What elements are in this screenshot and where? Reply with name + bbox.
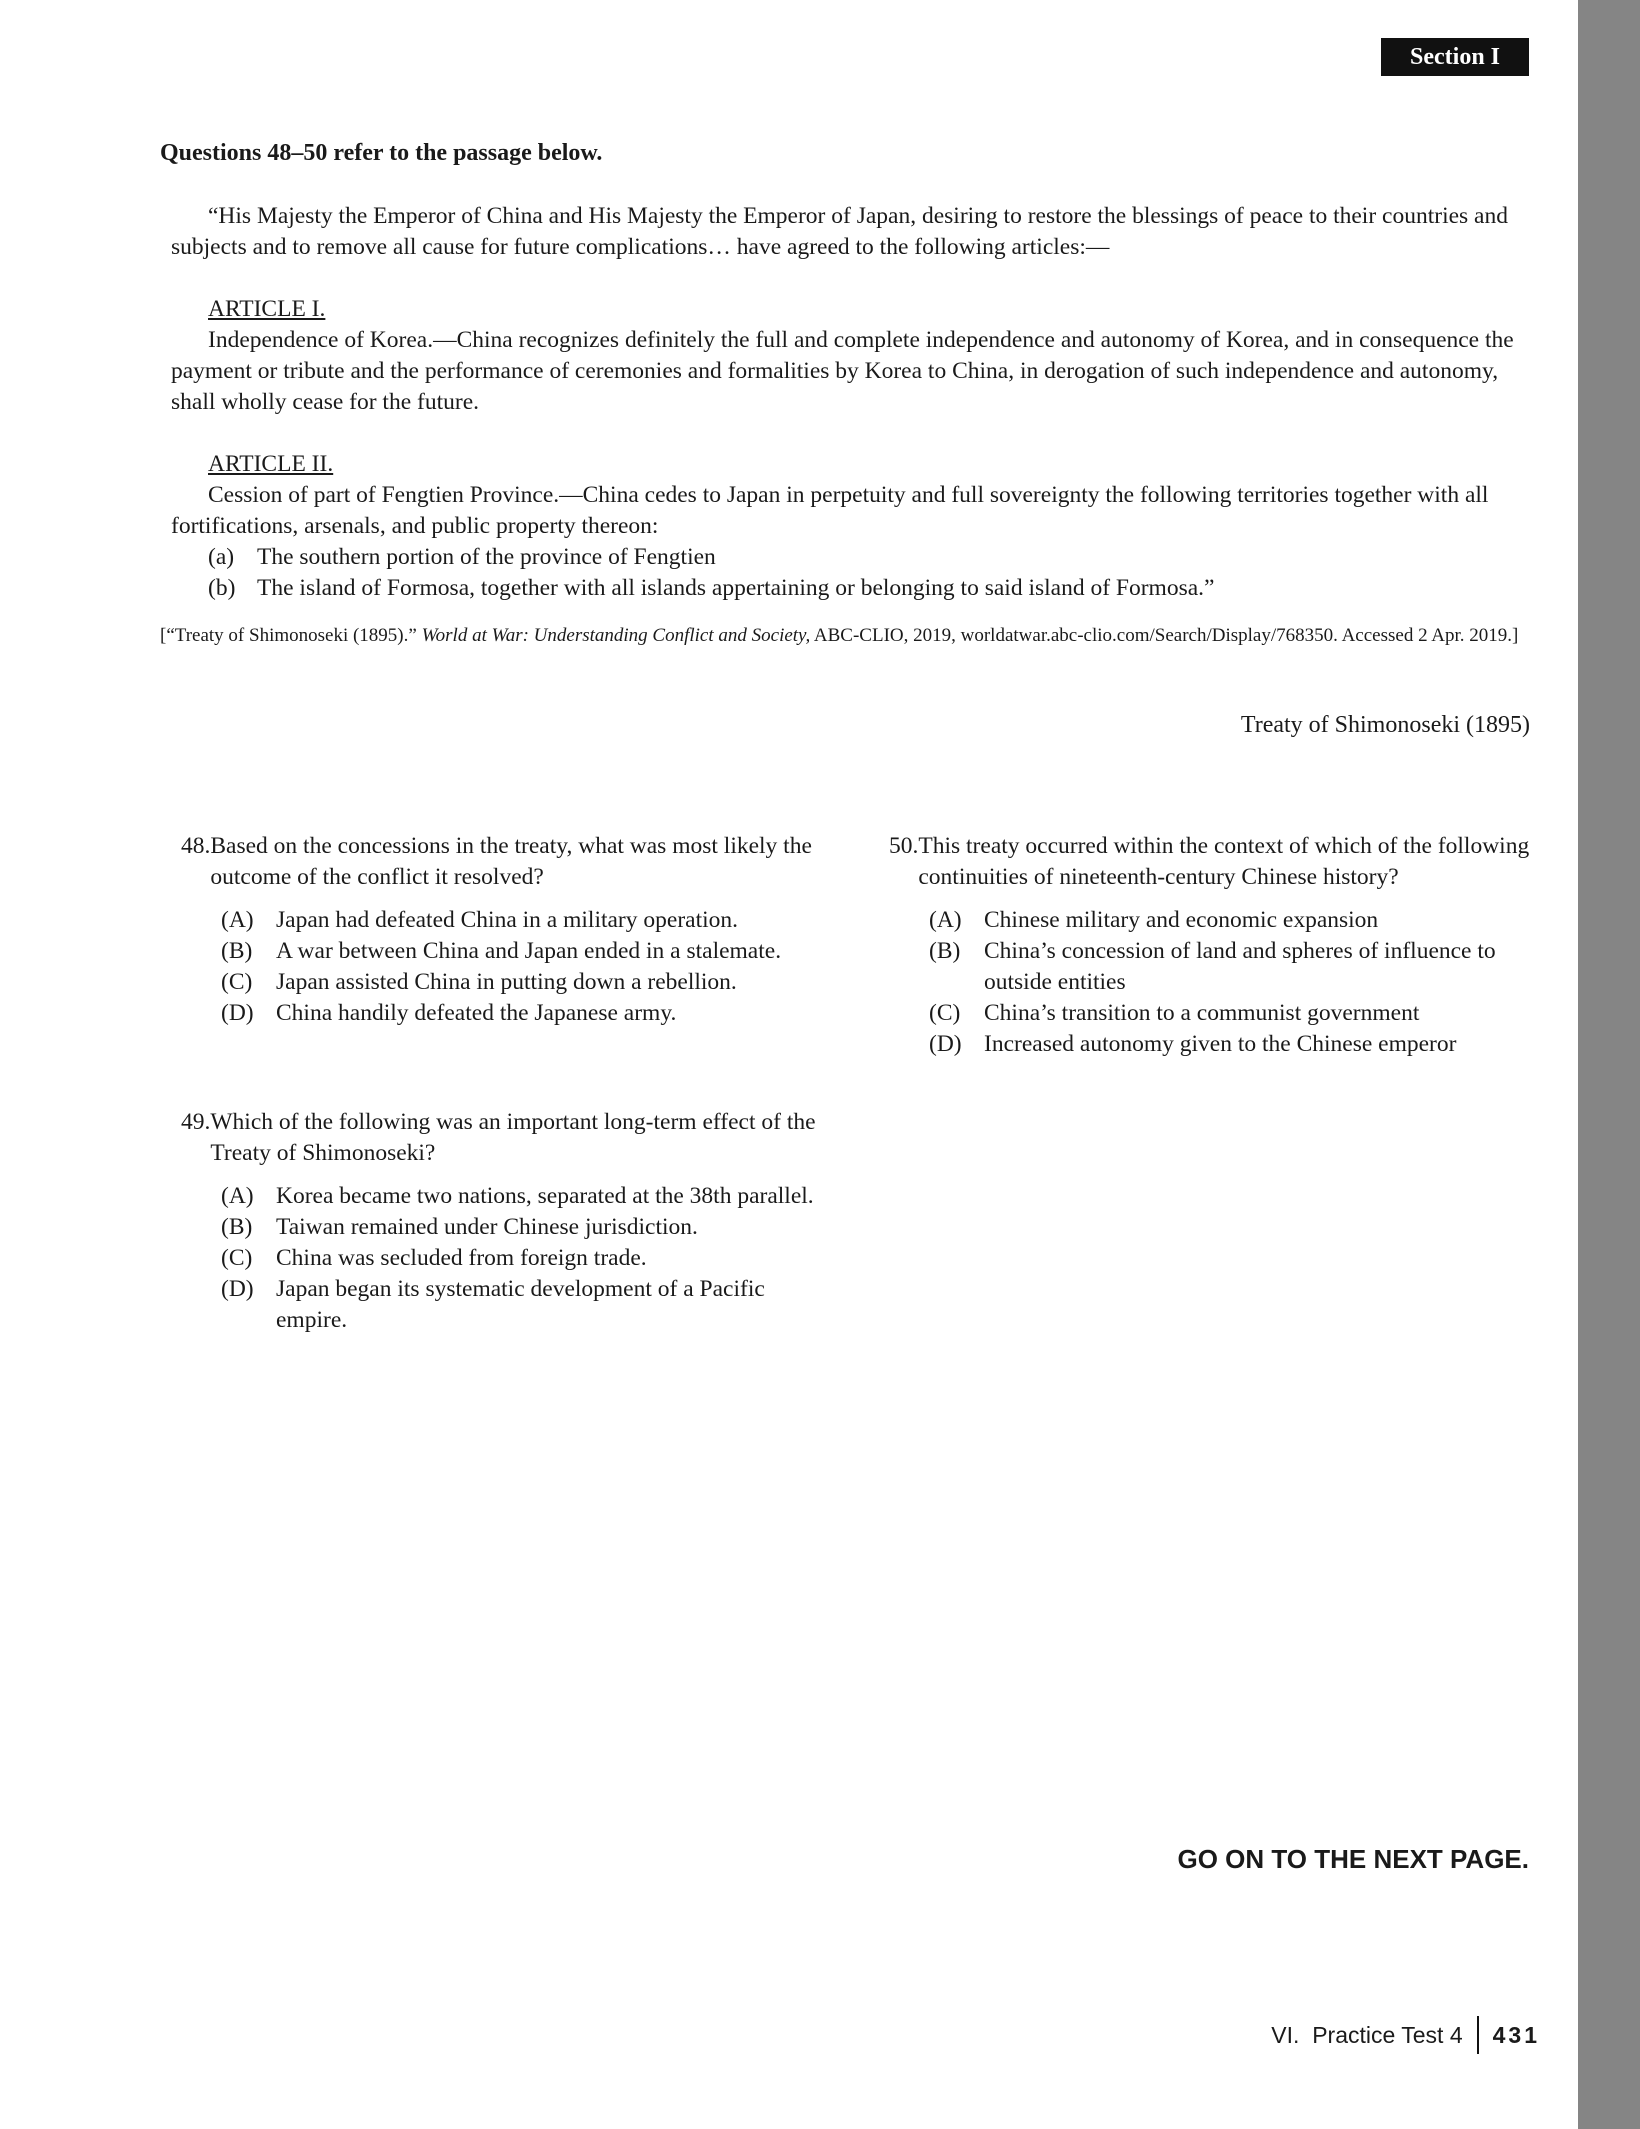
question-stem <box>181 831 821 893</box>
passage-title: Treaty of Shimonoseki (1895) <box>1240 712 1530 738</box>
choice-text: China’s transition to a communist government <box>984 1000 1420 1026</box>
question-number: 49. <box>181 1109 211 1135</box>
questions-intro: Questions 48–50 refer to the passage below. <box>160 140 603 166</box>
answer-choice[interactable] <box>929 998 1539 1029</box>
choice-text: Japan had defeated China in a military operation. <box>276 907 739 933</box>
question-49 <box>181 1107 821 1336</box>
choice-letter: (D) <box>221 1276 254 1302</box>
answer-choice[interactable] <box>221 1243 821 1274</box>
choice-letter: (C) <box>221 969 253 995</box>
choice-letter: (A) <box>221 1183 254 1209</box>
question-stem <box>889 831 1539 893</box>
choice-letter: (D) <box>221 1000 254 1026</box>
item-label: (a) <box>208 544 235 570</box>
question-text: Based on the concessions in the treaty, what was most likely the outcome of the conflict it resolved? <box>210 833 812 890</box>
citation-post: ABC-CLIO, 2019, worldatwar.abc-clio.com/Search/Display/768350. Accessed 2 Apr. 2019.] <box>810 625 1519 646</box>
question-number: 48. <box>181 833 211 859</box>
item-label: (b) <box>208 575 236 601</box>
item-text: The island of Formosa, together with all islands appertaining or belonging to said island of Formosa.” <box>257 575 1215 601</box>
question-50 <box>889 831 1539 1060</box>
answer-choice[interactable] <box>221 1212 821 1243</box>
article-2-text: Cession of part of Fengtien Province.—China cedes to Japan in perpetuity and full sovereignty the following territories together with all fortifications, arsenals, and public property thereon: <box>171 482 1489 539</box>
choice-letter: (B) <box>221 938 253 964</box>
choice-text: Japan assisted China in putting down a rebellion. <box>276 969 737 995</box>
citation <box>160 620 1530 651</box>
choice-text: Taiwan remained under Chinese jurisdiction. <box>276 1214 698 1240</box>
choice-text: China handily defeated the Japanese army. <box>276 1000 677 1026</box>
choice-letter: (C) <box>221 1245 253 1271</box>
choice-letter: (B) <box>929 938 961 964</box>
citation-source: World at War: Understanding Conflict and Society, <box>421 625 811 646</box>
answer-choice[interactable] <box>221 998 821 1029</box>
choice-text: China was secluded from foreign trade. <box>276 1245 647 1271</box>
answer-choice[interactable] <box>221 1274 821 1336</box>
answer-choice[interactable] <box>221 967 821 998</box>
article-1-title: ARTICLE I. <box>208 296 326 322</box>
page-footer <box>1271 2016 1540 2054</box>
go-on-notice: GO ON TO THE NEXT PAGE. <box>1177 1844 1529 1874</box>
answer-choice[interactable] <box>221 936 821 967</box>
answer-choice[interactable] <box>929 905 1539 936</box>
item-text: The southern portion of the province of Fengtien <box>257 544 716 570</box>
choice-letter: (A) <box>221 907 254 933</box>
page-number: 431 <box>1492 2021 1540 2048</box>
choice-letter: (D) <box>929 1031 962 1057</box>
answer-choice[interactable] <box>221 1181 821 1212</box>
territory-item <box>208 573 1531 604</box>
article-1-text: Independence of Korea.—China recognizes definitely the full and complete independence and autonomy of Korea, and in consequence the payment or tribute and the performance of ceremonies and formalities by Korea to China, in derogation of such independence and autonomy, shall wholly cease for the future. <box>171 327 1514 415</box>
question-stem <box>181 1107 821 1169</box>
choice-text: Korea became two nations, separated at the 38th parallel. <box>276 1183 814 1209</box>
question-text: Which of the following was an important long-term effect of the Treaty of Shimonoseki? <box>210 1109 816 1166</box>
question-text: This treaty occurred within the context of which of the following continuities of nineteenth-century Chinese history? <box>918 833 1530 890</box>
footer-divider <box>1477 2016 1479 2054</box>
passage-opening: “His Majesty the Emperor of China and His Majesty the Emperor of Japan, desiring to restore the blessings of peace to their countries and subjects and to remove all cause for future complications… have agreed to the following articles:— <box>171 203 1508 260</box>
answer-choice[interactable] <box>929 1029 1539 1060</box>
choice-text: A war between China and Japan ended in a stalemate. <box>276 938 782 964</box>
page-edge-tab <box>1578 0 1640 2129</box>
question-number: 50. <box>889 833 919 859</box>
answer-choice[interactable] <box>221 905 821 936</box>
passage <box>171 201 1531 604</box>
choice-letter: (A) <box>929 907 962 933</box>
choice-text: Increased autonomy given to the Chinese emperor <box>984 1031 1457 1057</box>
choice-text: Japan began its systematic development of a Pacific empire. <box>276 1276 765 1333</box>
question-48 <box>181 831 821 1029</box>
choice-letter: (B) <box>221 1214 253 1240</box>
chapter-label: VI. Practice Test 4 <box>1271 2021 1463 2048</box>
answer-choice[interactable] <box>929 936 1539 998</box>
choice-letter: (C) <box>929 1000 961 1026</box>
section-label: Section I <box>1381 38 1529 76</box>
article-2-title: ARTICLE II. <box>208 451 334 477</box>
choice-text: Chinese military and economic expansion <box>984 907 1379 933</box>
choice-text: China’s concession of land and spheres of influence to outside entities <box>984 938 1496 995</box>
territory-item <box>208 542 1531 573</box>
citation-pre: [“Treaty of Shimonoseki (1895).” <box>160 625 422 646</box>
